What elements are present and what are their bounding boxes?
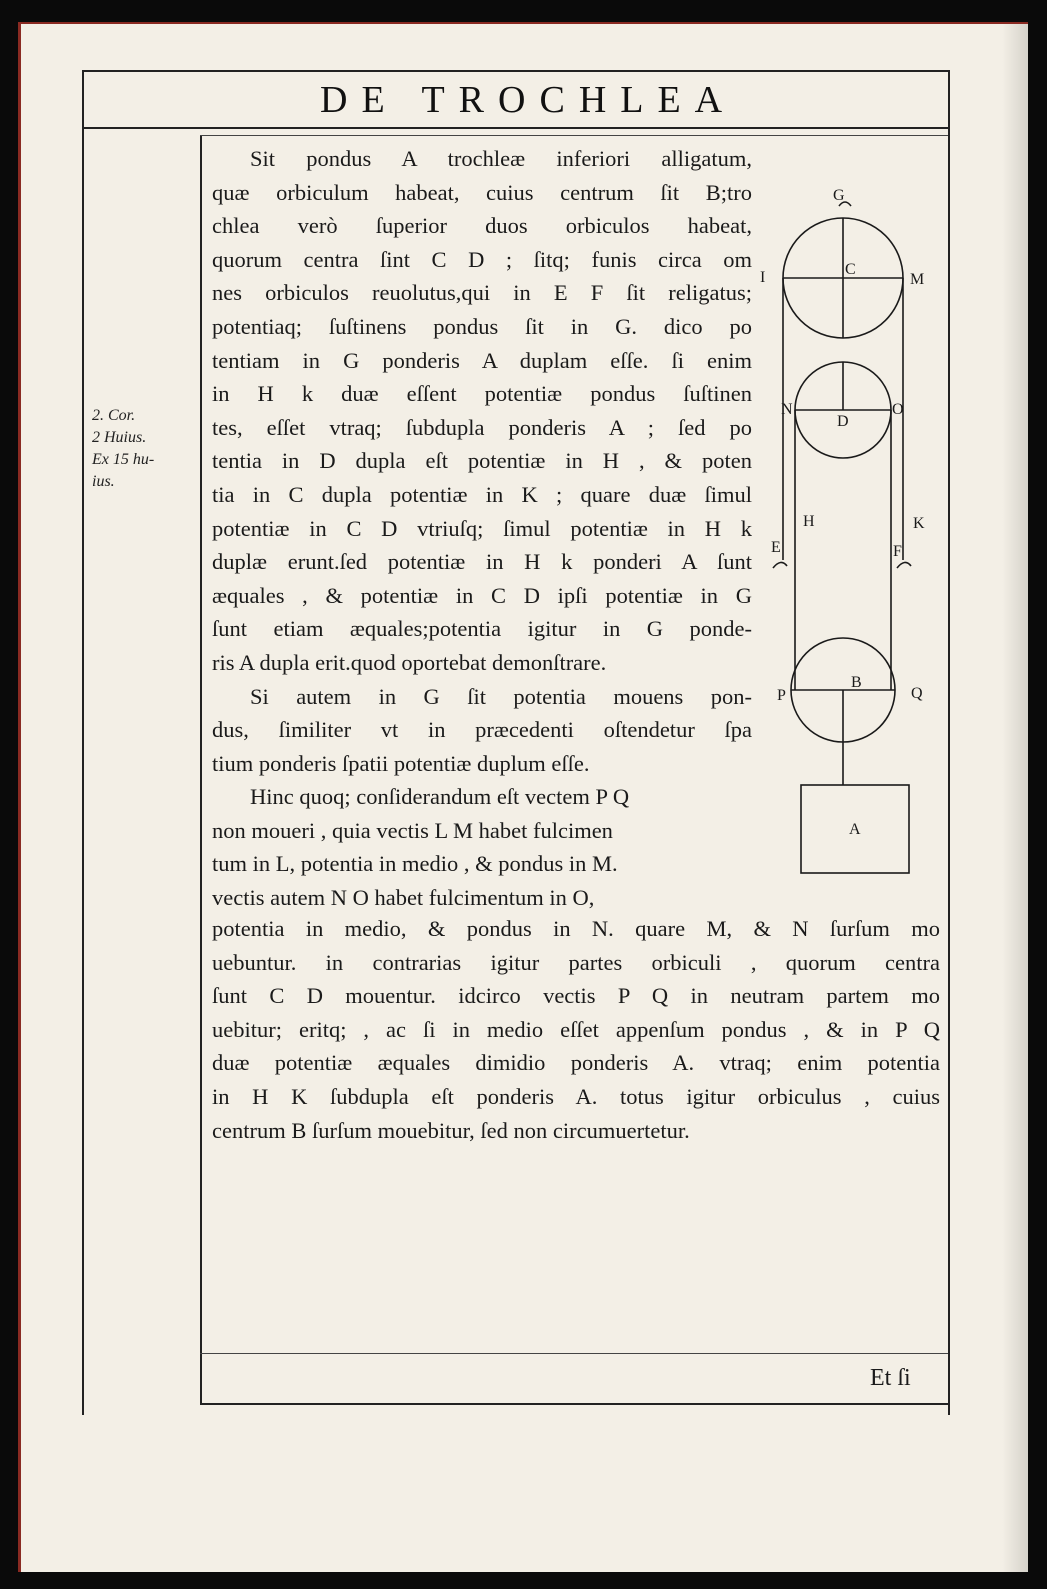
label-q: Q — [911, 685, 923, 702]
hook-f — [897, 562, 911, 568]
text-line: in H k duæ eſſent potentiæ pondus ſuſtinen — [212, 381, 752, 407]
label-e: E — [771, 539, 781, 556]
text-line: Hinc quoq; conſiderandum eſt vectem P Q — [250, 784, 630, 810]
hook-e — [773, 562, 787, 568]
text-line: potentia in medio, & pondus in N. quare M, & N ſurſum mo — [212, 916, 940, 941]
text-line: ſunt etiam æquales;potentia igitur in G ponde- — [212, 616, 752, 642]
text-line: uebitur; eritq; , ac ſi in medio eſſet appenſum pondus , & in P Q — [212, 1016, 940, 1042]
text-line: vectis autem N O habet fulcimentum in O, — [212, 885, 595, 911]
label-i: I — [760, 269, 766, 286]
text-line: dus, ſimiliter vt in præcedenti oſtendetur ſpa — [212, 717, 752, 743]
text-line: non moueri , quia vectis L M habet fulcimen — [212, 817, 613, 843]
text-line: tum in L, potentia in medio , & pondus in M. — [212, 851, 618, 877]
frame-rule-right — [948, 70, 950, 1415]
label-n: N — [781, 401, 793, 418]
text-line: ris A dupla erit.quod oportebat demonſtrare. — [212, 649, 607, 675]
label-m: M — [910, 271, 925, 288]
text-rule-bottom — [200, 1353, 948, 1354]
text-line: tia in C dupla potentiæ in K ; quare duæ ſimul — [212, 481, 752, 507]
text-rule-top — [200, 135, 948, 136]
text-line: tentia in D dupla eſt potentiæ in H , & poten — [212, 448, 752, 474]
text-line: duplæ erunt.ſed potentiæ in H k ponderi A ſunt — [212, 549, 752, 575]
running-head: DE TROCHLEA — [320, 79, 737, 121]
marginal-line: 2. Cor. — [92, 407, 136, 424]
catchword: Et ſi — [870, 1365, 911, 1391]
text-line: chlea verò ſuperior duos orbiculos habeat, — [212, 213, 752, 239]
text-line: centrum B ſurſum mouebitur, ſed non circumuertetur. — [212, 1117, 690, 1143]
label-o: O — [892, 401, 904, 418]
text-line: æquales , & potentiæ in C D ipſi potentiæ in G — [212, 582, 752, 608]
text-line: nes orbiculos reuolutus,qui in E F ſit religatus; — [212, 280, 752, 306]
text-line: quorum centra ſint C D ; ſitq; funis circa om — [212, 246, 752, 272]
text-line: in H K ſubdupla eſt ponderis A. totus igitur orbiculus , cuius — [212, 1083, 940, 1109]
text-line: duæ potentiæ æquales dimidio ponderis A. vtraq; enim potentia — [212, 1050, 940, 1076]
text-line: tes, eſſet vtraq; ſubdupla ponderis A ; ſed po — [212, 414, 752, 440]
label-a: A — [849, 821, 861, 838]
text-line: quæ orbiculum habeat, cuius centrum ſit B;tro — [212, 179, 752, 205]
marginal-line: ius. — [92, 473, 115, 490]
label-d: D — [837, 413, 849, 430]
marginal-note — [92, 405, 197, 493]
marginal-line: Ex 15 hu- — [92, 451, 155, 468]
label-p: P — [777, 687, 786, 704]
text-line: tium ponderis ſpatii potentiæ duplum eſſe. — [212, 750, 590, 776]
margin-rule — [200, 135, 202, 1405]
body-text-narrow — [212, 142, 752, 915]
label-c: C — [845, 261, 856, 278]
text-line: potentiaq; ſuſtinens pondus ſit in G. dico po — [212, 313, 752, 339]
label-k: K — [913, 515, 925, 532]
frame-rule-bottom — [200, 1403, 950, 1405]
body-text-wide — [212, 912, 940, 1147]
label-g: G — [833, 187, 845, 204]
text-line: ſunt C D mouentur. idcirco vectis P Q in neutram partem mo — [212, 983, 940, 1009]
pulley-diagram — [755, 170, 945, 890]
label-b: B — [851, 674, 862, 691]
frame-rule-left — [82, 70, 84, 1415]
text-line: Si autem in G ſit potentia mouens pon- — [250, 683, 752, 709]
text-line: potentiæ in C D vtriuſq; ſimul potentiæ in H k — [212, 515, 752, 541]
label-h: H — [803, 513, 815, 530]
label-f: F — [893, 543, 902, 560]
text-line: tentiam in G ponderis A duplam eſſe. ſi enim — [212, 347, 752, 373]
header-rule — [82, 127, 950, 129]
text-line: Sit pondus A trochleæ inferiori alligatum, — [250, 146, 752, 171]
marginal-line: 2 Huius. — [92, 429, 147, 446]
text-line: uebuntur. in contrarias igitur partes orbiculi , quorum centra — [212, 949, 940, 975]
frame-rule-top — [82, 70, 948, 72]
